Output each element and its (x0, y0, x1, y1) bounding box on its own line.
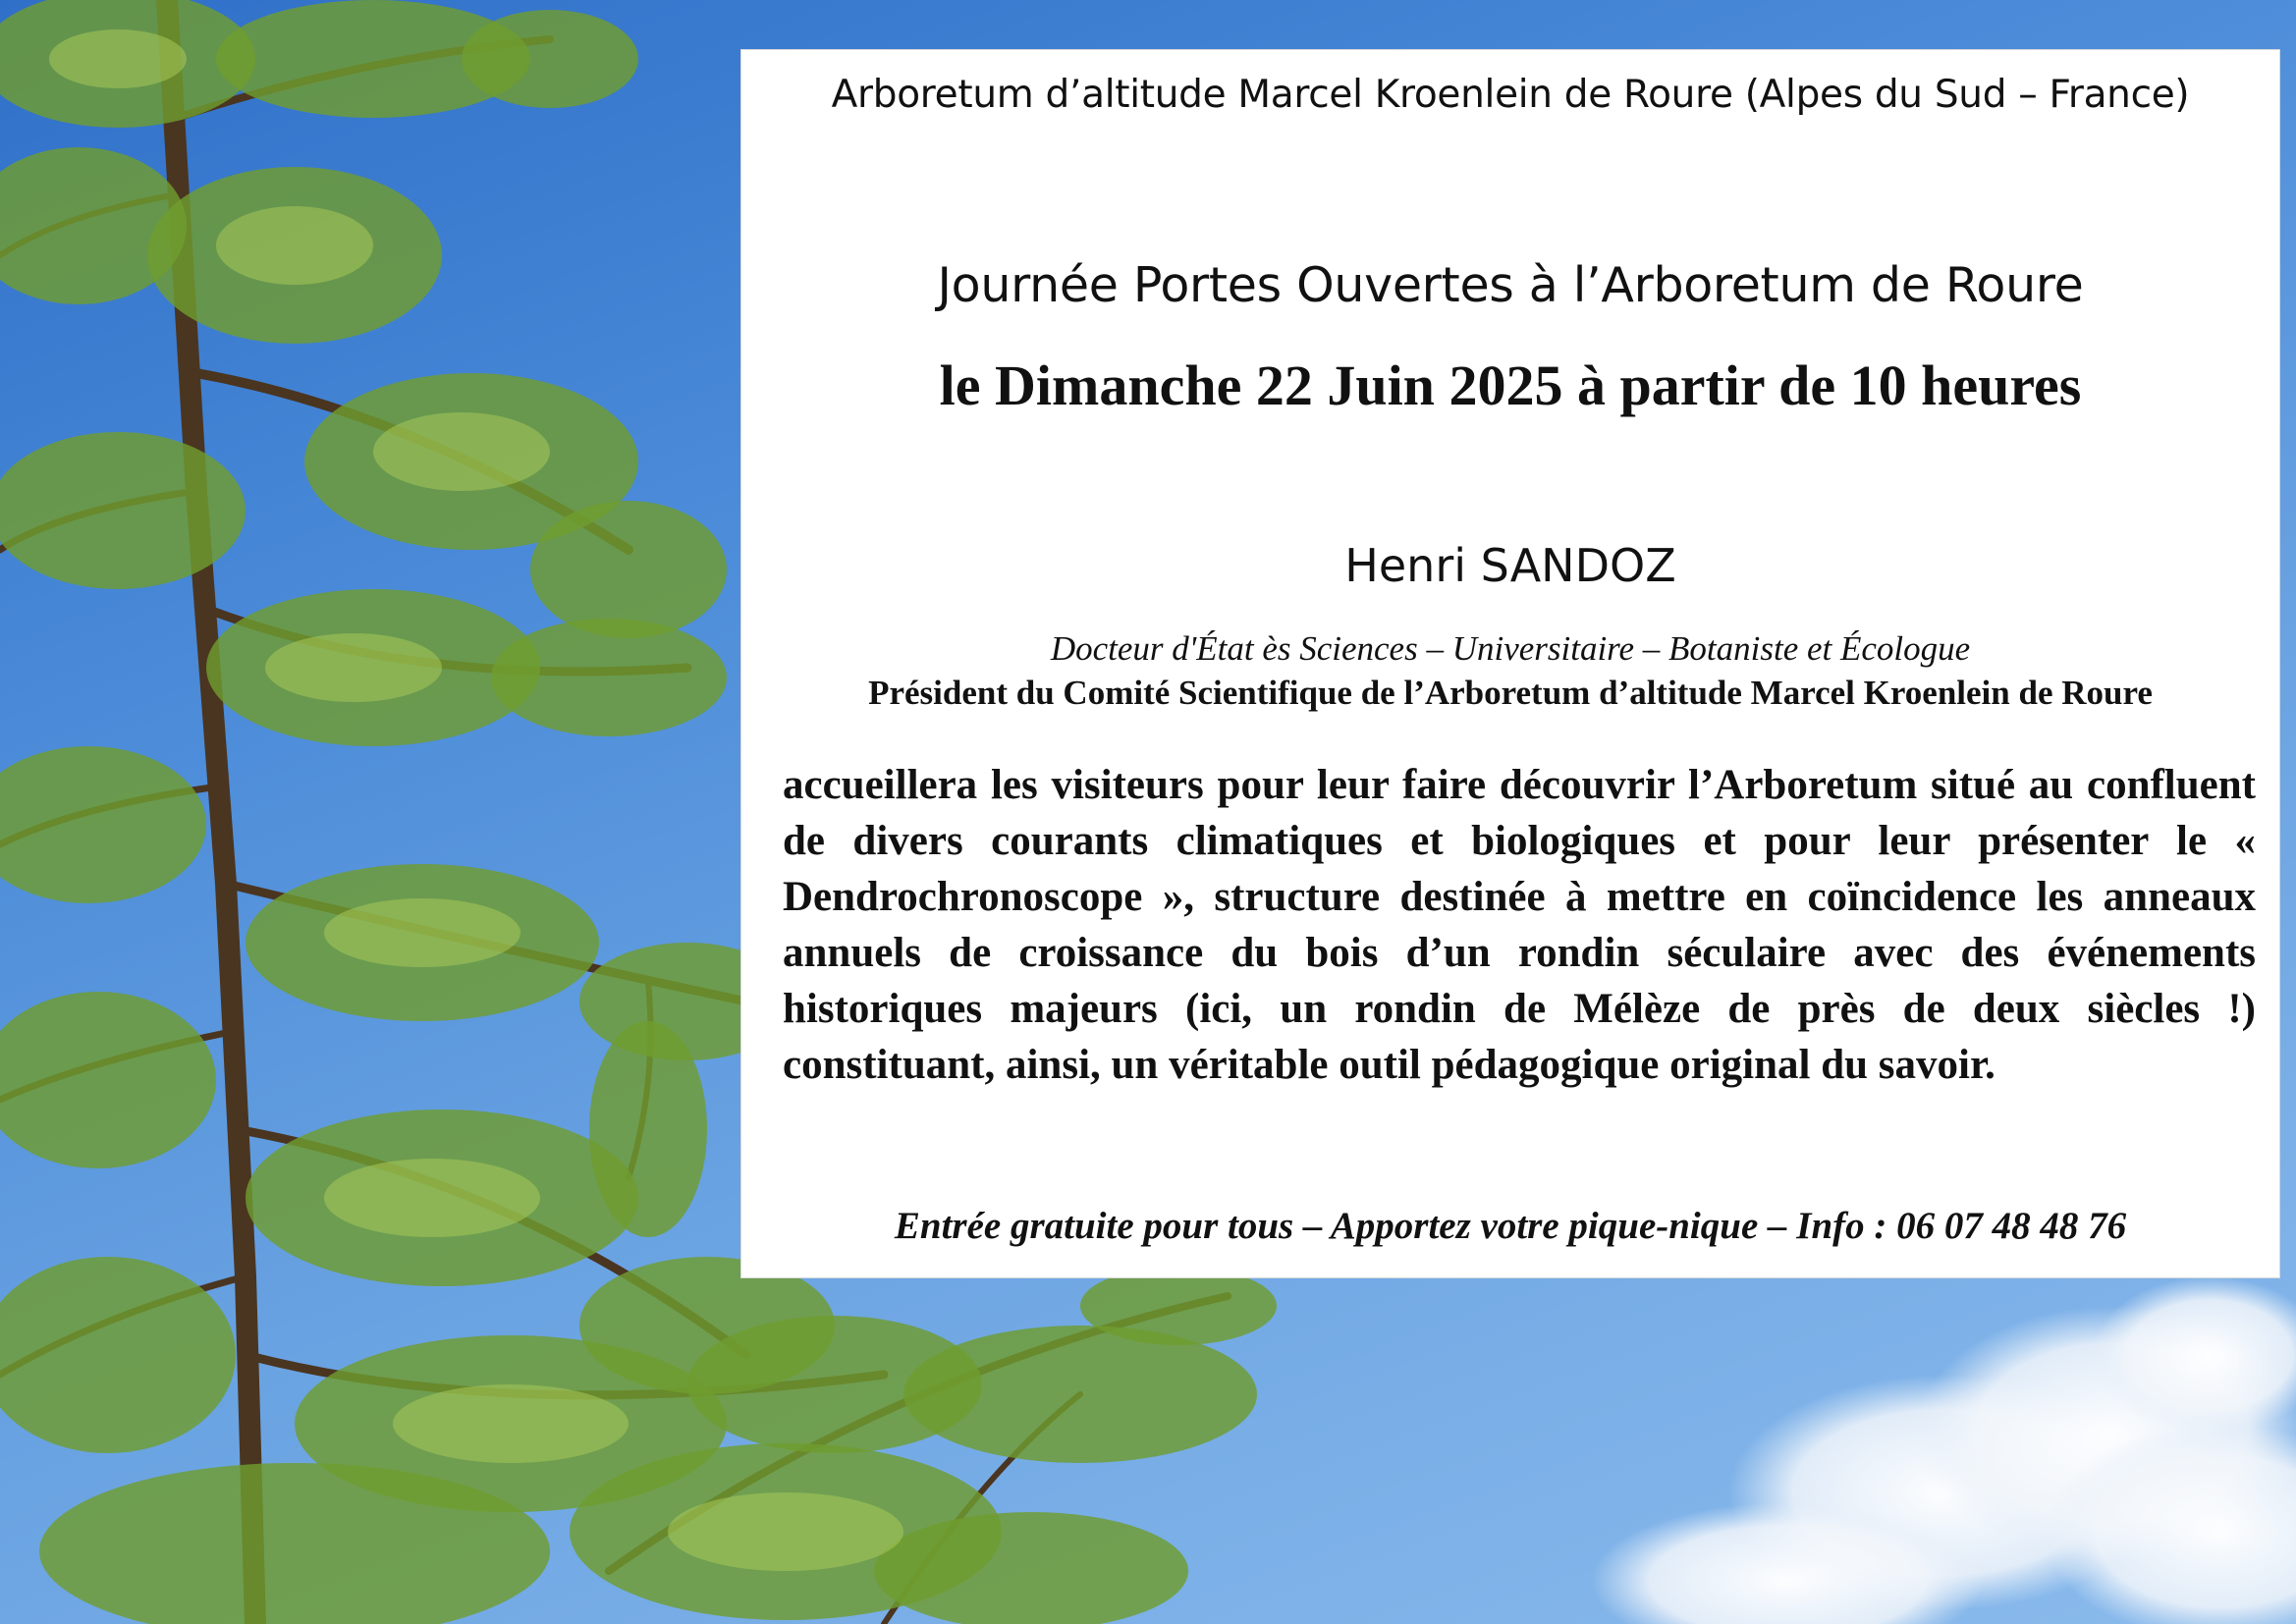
practical-info: Entrée gratuite pour tous – Apportez votre pique-nique – Info : 06 07 48 48 76 (894, 1205, 2127, 1247)
event-description: accueillera les visiteurs pour leur faire découvrir l’Arboretum situé au confluent de divers courants climatiques et biologiques et pour leur présenter le « Dendrochronoscope », structure destinée à mettre en coïncidence les anneaux annuels de croissance du bois d’un rondin séculaire avec des événements historiques majeurs (ici, un rondin de Mélèze de près de deux siècles !) constituant, ainsi, un véritable outil pédagogique original du savoir. (783, 762, 2256, 1088)
cloud-shapes (1591, 1276, 2296, 1624)
event-info-card (740, 49, 2280, 1278)
speaker-role: Président du Comité Scientifique de l’Arboretum d’altitude Marcel Kroenlein de Roure (868, 674, 2153, 712)
arboretum-header: Arboretum d’altitude Marcel Kroenlein de Roure (Alpes du Sud – France) (831, 73, 2190, 117)
event-date: le Dimanche 22 Juin 2025 à partir de 10 heures (939, 353, 2082, 417)
speaker-credentials: Docteur d'État ès Sciences – Universitaire – Botaniste et Écologue (1050, 629, 1971, 668)
speaker-name: Henri SANDOZ (1344, 539, 1676, 592)
event-title: Journée Portes Ouvertes à l’Arboretum de Roure (937, 257, 2084, 313)
